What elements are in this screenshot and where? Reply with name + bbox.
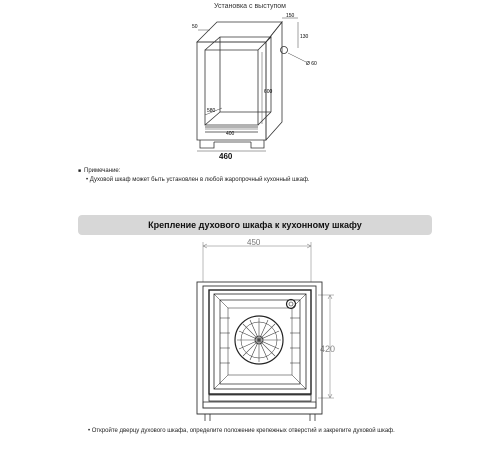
cabinet-diagram [0, 0, 500, 165]
dim-460: 460 [219, 152, 233, 161]
mounting-instruction: • Откройте дверцу духового шкафа, определите положение крепежных отверстий и закрепите духовой шкаф. [88, 428, 395, 434]
dim-150: 150 [286, 13, 295, 19]
dim-width: 450 [247, 238, 261, 247]
installation-caption: Установка с выступом [213, 3, 286, 10]
dim-580: 580 [207, 108, 216, 114]
dim-60: Ø 60 [306, 61, 317, 67]
oven-mounting-diagram [0, 238, 500, 423]
socket-hole [281, 47, 288, 54]
dim-400: 400 [226, 131, 235, 137]
lamp-icon [287, 300, 296, 309]
dim-130: 130 [300, 34, 309, 40]
note-title: ■ Примечание: [78, 167, 310, 176]
dim-height: 420 [320, 344, 336, 354]
section-title-band [78, 215, 432, 235]
section-title: Крепление духового шкафа к кухонному шкафу [148, 220, 362, 230]
note-block [78, 167, 310, 185]
note-text: • Духовой шкаф может быть установлен в любой жаропрочный кухонный шкаф. [86, 177, 310, 183]
dim-600: 600 [264, 89, 273, 95]
dim-50: 50 [192, 24, 198, 30]
